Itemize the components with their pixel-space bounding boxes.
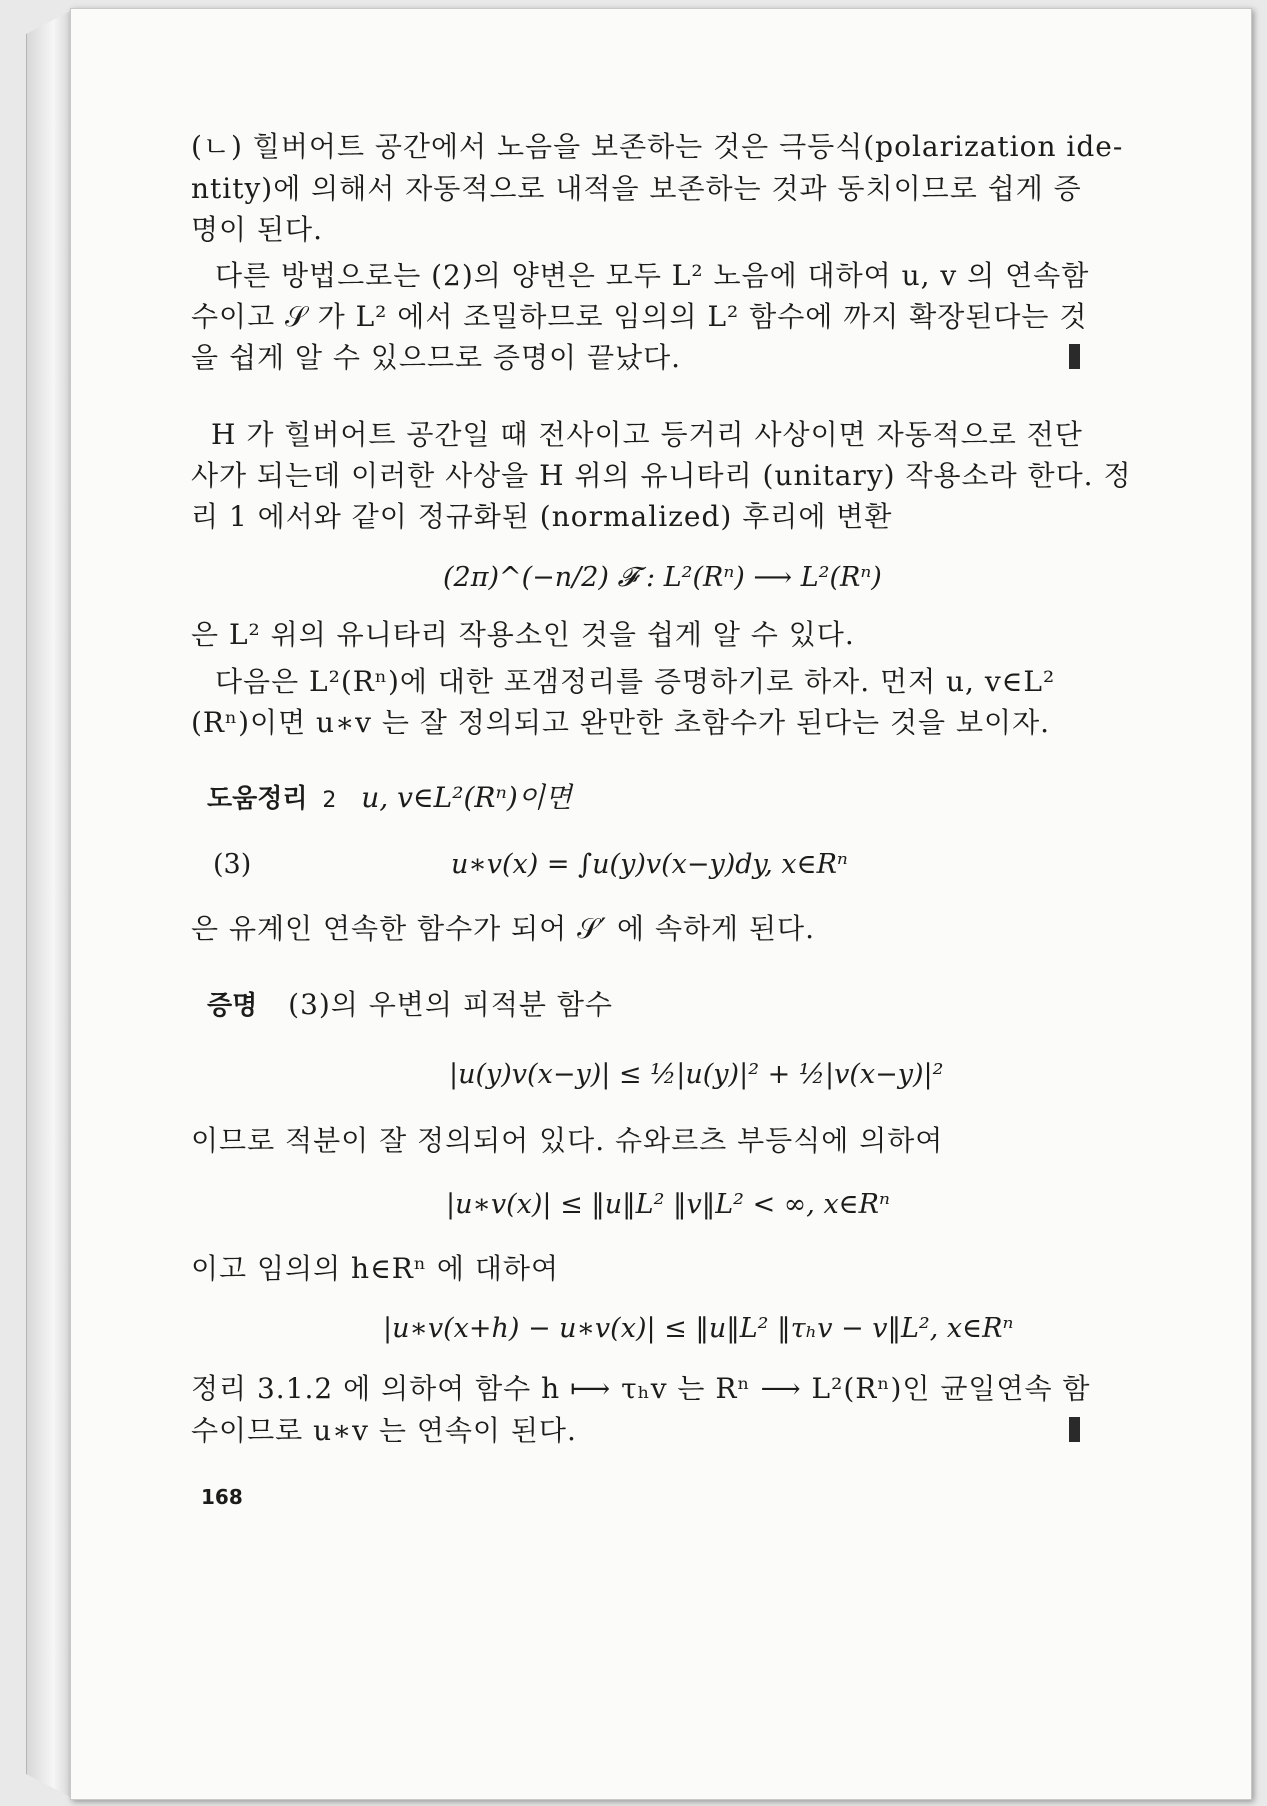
book-page — [70, 8, 1252, 1800]
text-line: 명이 된다. — [191, 213, 323, 246]
text-line: 이고 임의의 h∈Rⁿ 에 대하여 — [191, 1252, 559, 1285]
text-line: 정리 3.1.2 에 의하여 함수 h ⟼ τₕv 는 Rⁿ ⟶ L²(Rⁿ)인 균일연속 함 — [191, 1372, 1091, 1405]
lemma-number: 2 — [322, 788, 337, 813]
text-line: 리 1 에서와 같이 정규화된 (normalized) 후리에 변환 — [191, 500, 893, 533]
text-line: (Rⁿ)이면 u∗v 는 잘 정의되고 완만한 초함수가 된다는 것을 보이자. — [191, 706, 1051, 739]
text-line: 은 L² 위의 유니타리 작용소인 것을 쉽게 알 수 있다. — [191, 618, 855, 651]
continuity-inequality: |u∗v(x+h) − u∗v(x)| ≤ ‖u‖L² ‖τₕv − v‖L², x∈Rⁿ — [383, 1313, 1014, 1344]
text-line: 수이므로 u∗v 는 연속이 된다. — [191, 1414, 577, 1447]
proof-intro: (3)의 우변의 피적분 함수 — [288, 988, 613, 1021]
text-line: 이므로 적분이 잘 정의되어 있다. 슈와르츠 부등식에 의하여 — [191, 1124, 944, 1157]
page-number: 168 — [201, 1485, 243, 1509]
text-line: 다음은 L²(Rⁿ)에 대한 포갬정리를 증명하기로 하자. 먼저 u, v∈L² — [215, 665, 1056, 698]
book-page-edge — [26, 8, 76, 1800]
text-line: 을 쉽게 알 수 있으므로 증명이 끝났다. — [191, 341, 682, 374]
text-line: 다른 방법으로는 (2)의 양변은 모두 L² 노음에 대하여 u, v 의 연속함 — [215, 259, 1090, 292]
schwarz-inequality: |u∗v(x)| ≤ ‖u‖L² ‖v‖L² < ∞, x∈Rⁿ — [446, 1189, 890, 1220]
text-line: ntity)에 의해서 자동적으로 내적을 보존하는 것과 동치이므로 쉽게 증 — [191, 172, 1082, 205]
lemma-label: 도움정리 — [207, 784, 308, 814]
text-line: 수이고 𝒮 가 L² 에서 조밀하므로 임의의 L² 함수에 까지 확장된다는 것 — [191, 300, 1088, 333]
text-line: 은 유계인 연속한 함수가 되어 𝒮′ 에 속하게 된다. — [191, 912, 815, 945]
fourier-transform-equation: (2π)^(−n/2) 𝓕 : L²(Rⁿ) ⟶ L²(Rⁿ) — [443, 562, 882, 593]
text-line: (ㄴ) 힐버어트 공간에서 노음을 보존하는 것은 극등식(polarization ide- — [191, 130, 1124, 163]
text-line: H 가 힐버어트 공간일 때 전사이고 등거리 사상이면 자동적으로 전단 — [211, 418, 1083, 451]
lemma-heading — [207, 781, 572, 814]
integrand-inequality: |u(y)v(x−y)| ≤ ½|u(y)|² + ½|v(x−y)|² — [449, 1059, 944, 1090]
proof-label: 증명 — [207, 991, 258, 1021]
text-line: 사가 되는데 이러한 사상을 H 위의 유니타리 (unitary) 작용소라 한다. 정 — [191, 459, 1132, 492]
equation-number: (3) — [213, 849, 252, 880]
lemma-statement: u, v∈L²(Rⁿ)이면 — [361, 781, 572, 814]
convolution-equation: u∗v(x) = ∫u(y)v(x−y)dy, x∈Rⁿ — [451, 849, 848, 880]
end-of-proof-mark — [1069, 1417, 1080, 1442]
proof-heading — [207, 988, 613, 1021]
end-of-proof-mark — [1069, 344, 1080, 369]
